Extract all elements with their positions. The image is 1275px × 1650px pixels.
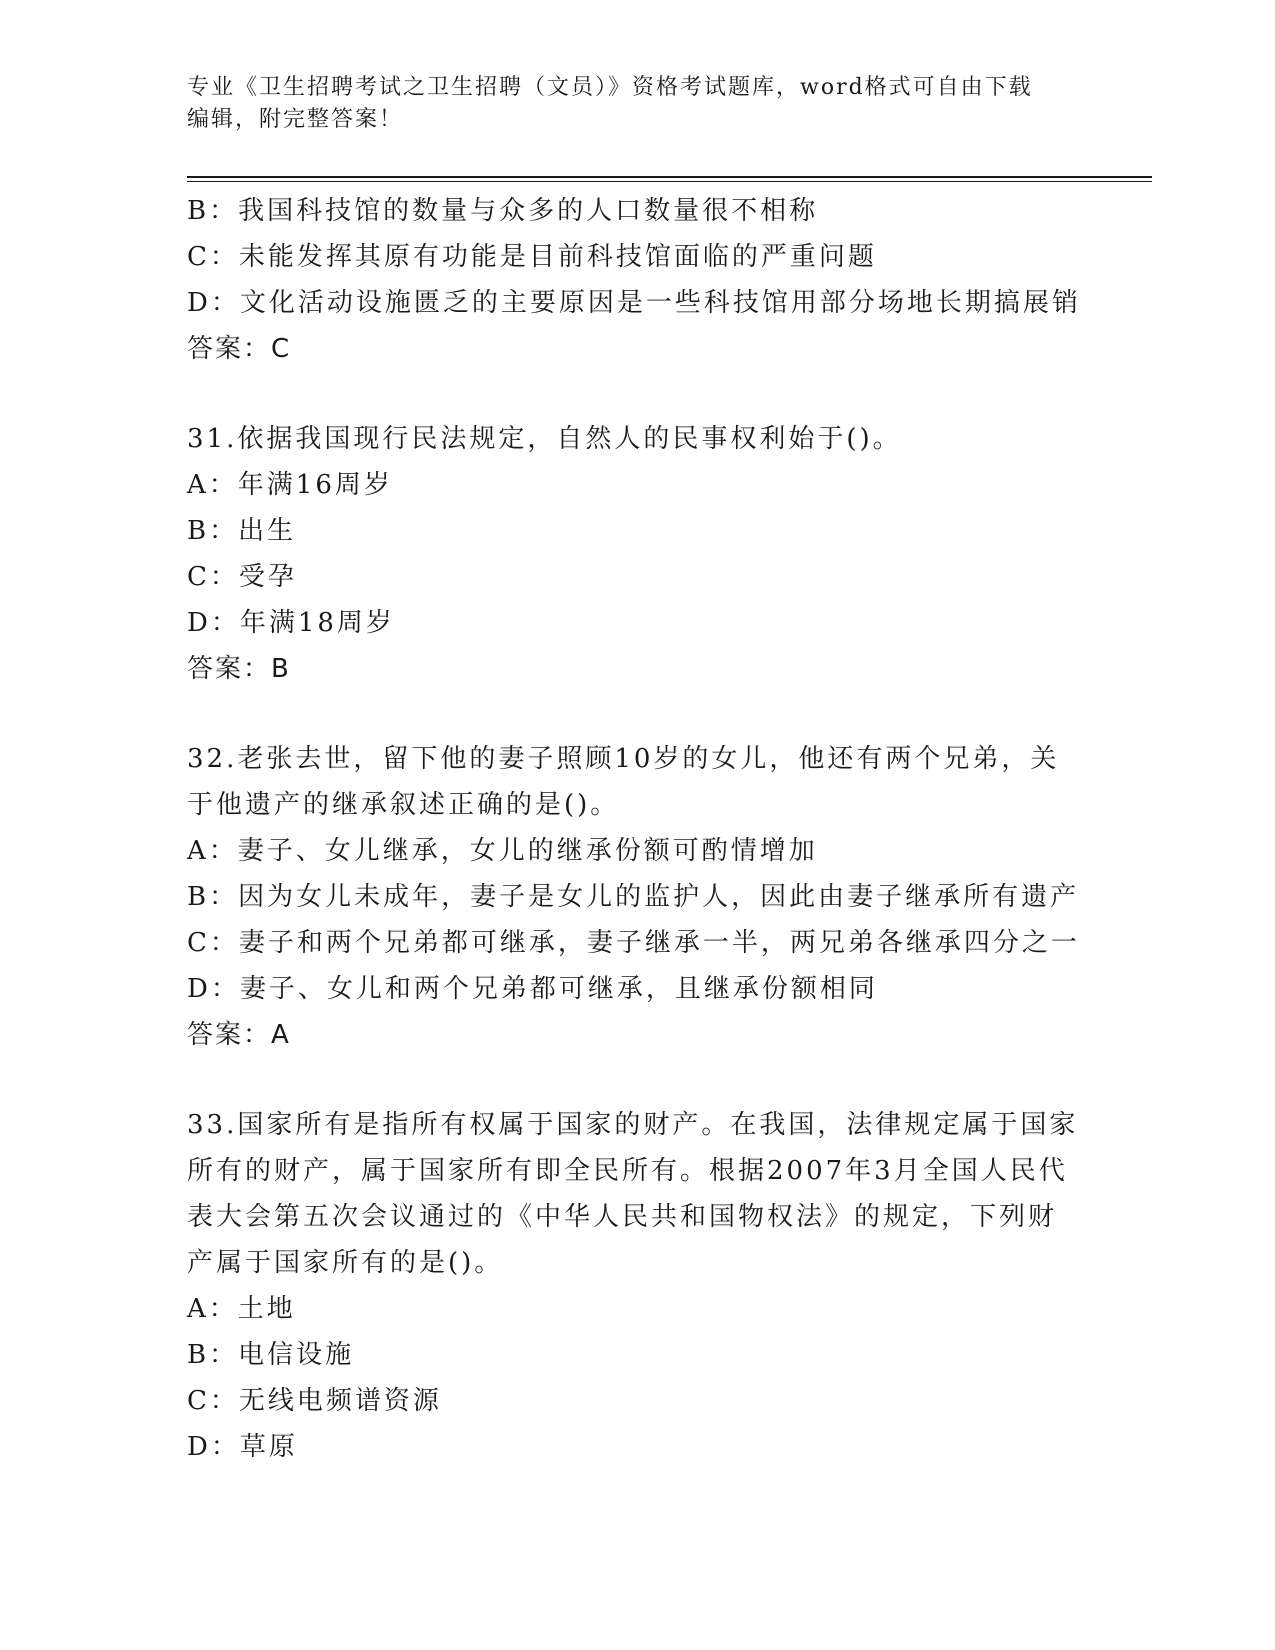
question-continued xyxy=(187,188,1081,372)
option-a: A：妻子、女儿继承，女儿的继承份额可酌情增加 xyxy=(187,836,818,866)
question-list xyxy=(187,188,1081,1470)
option-b: B：出生 xyxy=(187,516,297,546)
question-32 xyxy=(187,736,1080,1058)
option-a: A：土地 xyxy=(187,1294,296,1324)
document-header xyxy=(187,72,1067,136)
question-text: 33.国家所有是指所有权属于国家的财产。在我国，法律规定属于国家 xyxy=(187,1110,1079,1140)
option-c: C：未能发挥其原有功能是目前科技馆面临的严重问题 xyxy=(187,242,877,272)
question-33 xyxy=(187,1102,1077,1470)
question-text: 产属于国家所有的是()。 xyxy=(187,1248,504,1278)
option-b: B：因为女儿未成年，妻子是女儿的监护人，因此由妻子继承所有遗产 xyxy=(187,882,1080,912)
question-31 xyxy=(187,416,1077,692)
answer-line: 答案：A xyxy=(187,1020,291,1050)
question-text: 32.老张去世，留下他的妻子照顾10岁的女儿，他还有两个兄弟，关 xyxy=(187,744,1060,774)
header-line-2: 编辑，附完整答案！ xyxy=(187,107,404,132)
option-c: C：无线电频谱资源 xyxy=(187,1386,442,1416)
question-text: 31.依据我国现行民法规定，自然人的民事权利始于()。 xyxy=(187,424,902,454)
option-d: D：草原 xyxy=(187,1432,298,1462)
header-line-1: 专业《卫生招聘考试之卫生招聘（文员）》资格考试题库，word格式可自由下载 xyxy=(187,75,1033,100)
option-a: A：年满16周岁 xyxy=(187,470,393,500)
option-d: D：妻子、女儿和两个兄弟都可继承，且继承份额相同 xyxy=(187,974,878,1004)
option-c: C：妻子和两个兄弟都可继承，妻子继承一半，两兄弟各继承四分之一 xyxy=(187,928,1080,958)
option-d: D：年满18周岁 xyxy=(187,608,395,638)
question-text: 于他遗产的继承叙述正确的是()。 xyxy=(187,790,620,820)
question-text: 表大会第五次会议通过的《中华人民共和国物权法》的规定，下列财 xyxy=(187,1202,1058,1232)
header-divider-thin xyxy=(187,181,1152,182)
answer-line: 答案：C xyxy=(187,334,292,364)
option-b: B：我国科技馆的数量与众多的人口数量很不相称 xyxy=(187,196,819,226)
question-text: 所有的财产，属于国家所有即全民所有。根据2007年3月全国人民代 xyxy=(187,1156,1068,1186)
header-divider-thick xyxy=(187,176,1152,178)
option-d: D：文化活动设施匮乏的主要原因是一些科技馆用部分场地长期搞展销 xyxy=(187,288,1081,318)
option-b: B：电信设施 xyxy=(187,1340,355,1370)
answer-line: 答案：B xyxy=(187,654,291,684)
option-c: C：受孕 xyxy=(187,562,297,592)
